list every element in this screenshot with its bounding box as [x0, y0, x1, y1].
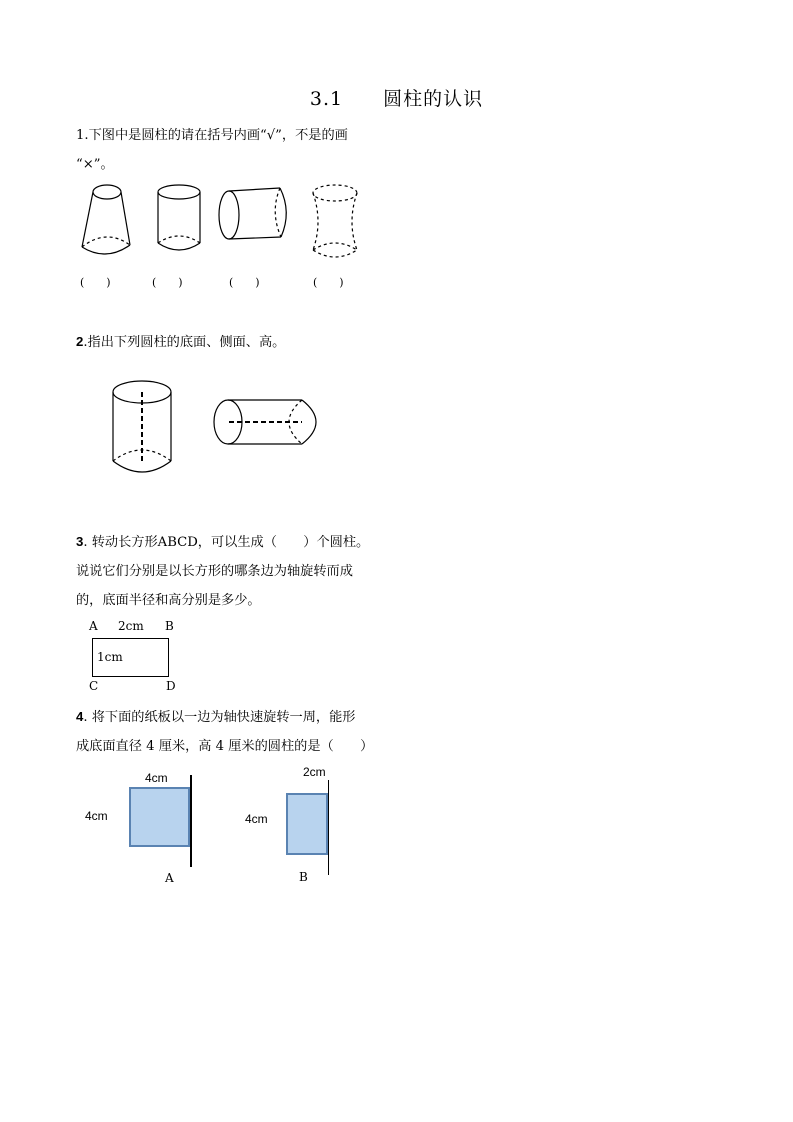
- figure-b-top-length: 2cm: [303, 765, 326, 779]
- figure-a-top-length: 4cm: [145, 771, 168, 785]
- figure-b-side-length: 4cm: [245, 812, 268, 826]
- rect-side-length: 1cm: [97, 650, 123, 664]
- answer-bracket-2[interactable]: ( ): [152, 276, 183, 289]
- answer-bracket-1[interactable]: ( ): [80, 276, 111, 289]
- question-3-line-1-body: . 转动长方形ABCD，可以生成（ ）个圆柱。: [83, 535, 370, 550]
- answer-bracket-4[interactable]: ( ): [313, 276, 344, 289]
- answer-bracket-3[interactable]: ( ): [229, 276, 260, 289]
- question-3-text: [76, 527, 369, 615]
- question-2-body: .指出下列圆柱的底面、侧面、高。: [83, 335, 286, 350]
- page-title: 3.1 圆柱的认识: [309, 88, 484, 110]
- question-3-line-3: 的，底面半径和高分别是多少。: [76, 593, 261, 608]
- question-4-line-2: 成底面直径 4 厘米，高 4 厘米的圆柱的是（ ）: [76, 739, 374, 754]
- question-3-line-2: 说说它们分别是以长方形的哪条边为轴旋转而成: [76, 564, 353, 579]
- figure-b-rectangle-card: [286, 793, 328, 855]
- question-4-line-1: [76, 702, 373, 732]
- question-3-line-1: [76, 527, 369, 557]
- question-1-line-2: “×”。: [76, 157, 114, 172]
- figure-a-axis-line: [190, 775, 192, 867]
- figure-a-side-length: 4cm: [85, 809, 108, 823]
- question-4-number: 4: [76, 709, 84, 724]
- rect-vertex-c: C: [89, 679, 99, 693]
- figure-b-axis-line: [328, 780, 329, 875]
- question-2-number: 2: [76, 334, 84, 349]
- rect-top-length: 2cm: [118, 619, 144, 633]
- figure-b-label: B: [299, 870, 308, 884]
- question-4-line-1-body: . 将下面的纸板以一边为轴快速旋转一周，能形: [83, 710, 356, 725]
- rect-vertex-a: A: [89, 619, 98, 633]
- rect-vertex-b: B: [165, 619, 174, 633]
- question-4-text: [76, 702, 373, 761]
- figure-a-square-card: [129, 787, 190, 847]
- rect-vertex-d: D: [166, 679, 176, 693]
- figure-a-label: A: [165, 871, 174, 885]
- question-1-line-1: 1.下图中是圆柱的请在括号内画“√”，不是的画: [76, 128, 348, 143]
- question-3-number: 3: [76, 534, 84, 549]
